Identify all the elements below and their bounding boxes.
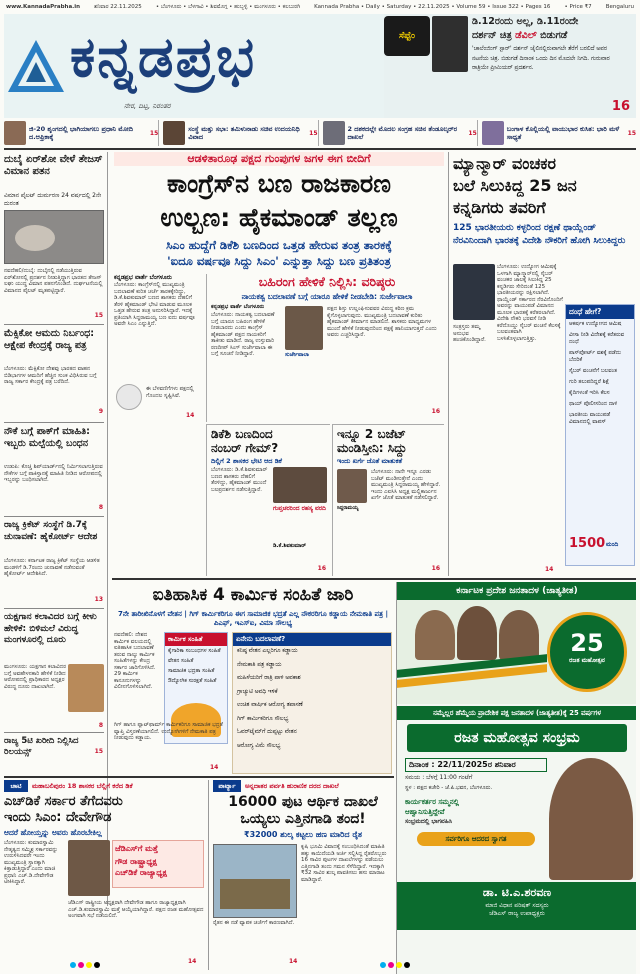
- top-strip: [6, 2, 634, 12]
- teaser-photo: [482, 121, 504, 145]
- color-registration-marks: [70, 962, 100, 968]
- left-story-4-head[interactable]: ರಾಜ್ಯ ಕ್ರಿಕೆಟ್ ಸಂಸ್ಥೆಗೆ ಡಿ.7ಕ್ಕೆ ಚುನಾವಣೆ: ಹೈಕೋರ್ಟ್ ಆದೇಶ: [4, 520, 98, 542]
- dks-head-1[interactable]: ಡಿಕೆಶಿ ಬಣದಿಂದ: [211, 427, 273, 441]
- how-racket-box: [565, 304, 635, 566]
- site-url[interactable]: www.KannadaPrabha.in: [6, 4, 81, 10]
- teaser-page: 15: [149, 129, 159, 137]
- divider: [4, 516, 104, 517]
- lead-deck-1: ಸಿಎಂ ಹುದ್ದೆಗೆ ಡಿಕೆಶಿ ಬಣದಿಂದ ಒತ್ತಡ ಹೇರುವ ತಂತ್ರ ತಾರಕಕ್ಕೆ: [166, 238, 392, 252]
- sub-lead-body: ಬೆಂಗಳೂರು: ನಾಯಕತ್ವ ಬದಲಾವಣೆ ಬಗ್ಗೆ ಯಾರೂ ಬಹಿರಂಗ ಹೇಳಿಕೆ ನೀಡಬಾರದು ಎಂದು ಕಾಂಗ್ರೆಸ್ ಹೈಕಮಾಂಡ್ ಪಕ್ಷದ ನಾಯಕರಿಗೆ ತಾಕೀತು ಮಾಡಿದೆ. ರಾಜ್ಯ ಉಸ್ತುವಾರಿ ರಣದೀಪ್ ಸಿಂಗ್ ಸುರ್ಜೇವಾಲಾ ಈ ಬಗ್ಗೆ ಸೂಚನೆ ನೀಡಿದ್ದಾರೆ.: [211, 312, 275, 357]
- left-story-3-body: ಉಡುಪಿ: ಕೊಚ್ಚಿ ಶಿಪ್‌ಯಾರ್ಡ್‌ನಲ್ಲಿ ನಿರ್ಮಿಸಲಾಗುತ್ತಿರುವ ನೌಕೆಗಳ ಬಗ್ಗೆ ಪಾಕಿಸ್ತಾನಕ್ಕೆ ಮಾಹಿತಿ ನೀಡಿದ ಆರೋಪದಲ್ಲಿ ಇಬ್ಬರನ್ನು ಬಂಧಿಸಲಾಗಿದೆ.: [4, 464, 103, 483]
- budget-head-2[interactable]: ಮಂಡಿಸ್ತೀನಿ: ಸಿದ್ದು: [337, 441, 407, 455]
- deve-gowda-deck: ಆದರೆ ಹೋಯ್ತನ್ನು ಅವರು ಹೊರಬೇಕಿಲ್ಲ: [4, 828, 102, 837]
- how-racket-item: ಭಾರತೀಯ ವಾಯುಪಡೆ ವಿಮಾನದಲ್ಲಿ ವಾಪಸ್: [569, 412, 611, 425]
- labour-change-item: ಗಿಗ್ ಕಾರ್ಮಿಕರಿಗೂ ಸೌಲಭ್ಯ: [237, 715, 289, 722]
- left-story-2-page: 9: [98, 408, 103, 415]
- teaser-text: 2 ದಶಕದಲ್ಲೇ ಮೊದಲ ಸಂಗ್ರಹ ಸಚಿನ ತೆಂಡೂಲ್ಕರ್‌ರ ದಾಖಲೆ: [347, 125, 458, 141]
- lead-byline: ಕನ್ನಡಪ್ರಭ ವಾರ್ತೆ ಬೆಂಗಳೂರು: [114, 274, 172, 281]
- sharavana-photo: [549, 758, 633, 880]
- labour-change-item: ಆರೋಗ್ಯ ವಿಮೆ ಸೌಲಭ್ಯ: [237, 742, 281, 749]
- kannadaprabha-logo-icon: [6, 38, 66, 94]
- smoke-cloud-icon: [15, 225, 55, 251]
- how-racket-item: ಗುರಿ ತಲುಪದಿದ್ದರೆ ಶಿಕ್ಷೆ: [569, 379, 610, 385]
- left-story-2-head[interactable]: ಮೆಕ್ಸಿಕೋ ಆಮದು ನಿರ್ಬಂಧ: ಆಕ್ಷೇಪ ಕೇಂದ್ರಕ್ಕೆ ರಾಜ್ಯ ಪತ್ರ: [4, 328, 95, 351]
- teaser-photo: [163, 121, 185, 145]
- count-label: ಮಂದಿ: [606, 541, 619, 548]
- farmer-head-2[interactable]: ಒಯ್ಯಲು ಎತ್ತಿನಗಾಡಿ ತಂದ!: [240, 811, 366, 827]
- deve-gowda-photo: [68, 840, 110, 896]
- masthead-title: ಕನ್ನಡಪ್ರಭ: [70, 25, 257, 90]
- leader-photo: [457, 606, 497, 660]
- myanmar-head-2[interactable]: ಬಲೆ ಸಿಲುಕಿದ್ದ 25 ಜನ: [453, 176, 577, 195]
- labour-body: ನವದೆಹಲಿ: ದೇಶದ ಕಾರ್ಮಿಕ ವಲಯದಲ್ಲಿ ಐತಿಹಾಸಿಕ ಬದಲಾವಣೆ ತರುವ ನಾಲ್ಕು ಕಾರ್ಮಿಕ ಸಂಹಿತೆಗಳನ್ನು ಕೇಂದ್ರ ಸರ್ಕಾರ ಜಾರಿಗೊಳಿಸಿದೆ. 29 ಕಾರ್ಮಿಕ ಕಾನೂನುಗಳನ್ನು ವಿಲೀನಗೊಳಿಸಲಾಗಿದೆ.: [114, 632, 156, 690]
- farmer-kicker: ಅನ್ನದಾತರ ಪರ್ವತಿ ಹುರಾಣಿಕ ದರದ ದಾಖಲೆ: [245, 782, 339, 790]
- jds-role-2: ಜೆಡಿಎಸ್ ರಾಜ್ಯ ಉಪಾಧ್ಯಕ್ಷರು: [489, 910, 545, 917]
- promo-line2: ದರ್ಶನ್ ಚಿತ್ರ ಡೆವಿಲ್ ಬಿಡುಗಡೆ: [472, 30, 568, 41]
- divider: [4, 148, 636, 150]
- budget-page: 16: [431, 565, 440, 572]
- deve-gowda-head-1[interactable]: ಎಚ್‌ಡಿಕೆ ಸರ್ಕಾರ ತೆಗೆದವರು: [4, 794, 123, 809]
- teaser-page: 15: [309, 129, 318, 137]
- left-story-6-head[interactable]: ರಾಜ್ಯ 5ಟಿ ಖರೀದಿ ನಿಲ್ಲಿಸಿದ ರಿಲಯನ್ಸ್: [4, 736, 79, 757]
- labour-code-item: ಔದ್ಯೋಗಿಕ ಸುರಕ್ಷತೆ ಸಂಹಿತೆ: [168, 678, 217, 684]
- lead-deck-2: 'ಐದೂ ವರ್ಷವೂ ಸಿದ್ದು ಸಿಎಂ' ಎನ್ನುತ್ತಾ ಸಿದ್ದು ಬಣ ಪ್ರತಿತಂತ್ರ: [167, 254, 391, 268]
- deve-gowda-body-2: ಜೆಡಿಎಸ್ ರಾಷ್ಟ್ರೀಯ ಅಧ್ಯಕ್ಷರಾಗಿ ದೇವೇಗೌಡ ಹಾಗೂ ರಾಜ್ಯಾಧ್ಯಕ್ಷರಾಗಿ ಎಚ್.ಡಿ.ಕುಮಾರಸ್ವಾಮಿ ಮತ್ತೆ ಆಯ್ಕೆಯಾಗಿದ್ದಾರೆ. ಪಕ್ಷದ ರಜತ ಮಹೋತ್ಸವದ ಅಂಗವಾಗಿ ಸಭೆ ನಡೆಯಲಿದೆ.: [68, 900, 204, 919]
- labour-change-item: ಮಹಿಳೆಯರಿಗೆ ರಾತ್ರಿ ಪಾಳಿ ಅವಕಾಶ: [237, 675, 301, 681]
- how-racket-item: ಸೈಬರ್ ವಂಚನೆಗೆ ಬಲವಂತ: [569, 368, 617, 374]
- lead-headline-1[interactable]: ಕಾಂಗ್ರೆಸ್‌ನ ಬಣ ರಾಜಕಾರಣ: [167, 169, 391, 198]
- teaser-text: ಸಂಸ್ಥೆ ಮತ್ತು ಸಭಾ: ತಮಿಳುನಾಡು ಸಚಿವ ಉದಯನಿಧಿ ವಿವಾದ: [188, 125, 300, 141]
- divider: [4, 324, 104, 325]
- jds-leadership-box: [112, 840, 204, 888]
- lead-body-cont: ಈ ಬೆಳವಣಿಗೆಗಳು ಪಕ್ಷದಲ್ಲಿ ಗೊಂದಲ ಸೃಷ್ಟಿಸಿವೆ.: [146, 386, 194, 399]
- promo-photo: [432, 16, 468, 72]
- lead-body: ಬೆಂಗಳೂರು: ಕಾಂಗ್ರೆಸ್‌ನಲ್ಲಿ ಮುಖ್ಯಮಂತ್ರಿ ಬದಲಾವಣೆ ಕುರಿತ ಚರ್ಚೆ ತಾರಕಕ್ಕೇರಿದ್ದು, ಡಿ.ಕೆ.ಶಿವಕುಮಾರ್ ಬಣದ ಶಾಸಕರು ದೆಹಲಿಗೆ ತೆರಳಿ ಹೈಕಮಾಂಡ್ ಭೇಟಿ ಮಾಡುವ ಮೂಲಕ ಒತ್ತಡ ಹೇರುವ ತಂತ್ರ ಅನುಸರಿಸಿದ್ದಾರೆ. ಇದಕ್ಕೆ ಪ್ರತಿಯಾಗಿ ಸಿದ್ದರಾಮಯ್ಯ ಬಣ ಐದು ವರ್ಷವೂ ಅವರೇ ಸಿಎಂ ಎನ್ನುತ್ತಿದೆ.: [114, 282, 195, 327]
- labour-deck: 7ನೇ ತಾರೀಖಿನೊಳಗೆ ವೇತನ | ಗಿಗ್ ಕಾರ್ಮಿಕರಿಗೂ ಈಗ ಸಾಮಾಜಿಕ ಭದ್ರತೆ ಎಲ್ಲ ನೌಕರರಿಗೂ ಕಡ್ಡಾಯ ನೇಮಕಾತಿ ಪತ್ರ | ಪಿಎಫ್, ಇಎಸ್ಐ, ವಿಮಾ ಸೌಲಭ್ಯ: [118, 610, 388, 627]
- farmer-head-1[interactable]: 16000 ಪುಟ ಆರ್ಥಿಕ ದಾಖಲೆ: [228, 794, 378, 810]
- jds-invite-1: ಕಾರ್ಯಕರ್ತರ ಸಮ್ಮನಲ್ಲಿ: [405, 798, 459, 806]
- labour-change-item: ಉಚಿತ ವಾರ್ಷಿಕ ಆರೋಗ್ಯ ತಪಾಸಣೆ: [237, 702, 303, 708]
- lead-headline-2[interactable]: ಉಲ್ಬಣ: ಹೈಕಮಾಂಡ್ ತಲ್ಲಣ: [160, 203, 398, 232]
- silver-jubilee-emblem: [547, 612, 627, 692]
- promo-box[interactable]: [384, 14, 636, 118]
- divider: [4, 422, 104, 423]
- masthead: [4, 14, 636, 118]
- promo-line1: ಡಿ.12ರಂದು ಅಲ್ಲ, ಡಿ.11ರಂದೇ: [472, 16, 579, 27]
- labour-code-item: ಕೈಗಾರಿಕಾ ಸಂಬಂಧಗಳ ಸಂಹಿತೆ: [168, 648, 221, 654]
- lead-page: 14: [186, 412, 195, 419]
- labour-change-item: ನೇಮಕಾತಿ ಪತ್ರ ಕಡ್ಡಾಯ: [237, 661, 282, 668]
- farmer-deck: ₹32000 ಶುಲ್ಕ ಕಟ್ಟಲು ಹಣ ಮಾರಿದ ರೈತ: [244, 830, 362, 839]
- how-racket-item: ಆಕರ್ಷಕ ಉದ್ಯೋಗದ ಆಮಿಷ: [569, 321, 622, 327]
- myanmar-body-2: ಸಂತ್ರಸ್ತರು ತಮ್ಮ ಅನುಭವ ಹಂಚಿಕೊಂಡಿದ್ದಾರೆ.: [453, 324, 486, 343]
- jds-venue: ಸ್ಥಳ : ಪಕ್ಷದ ಕಚೇರಿ - ಜೆ.ಪಿ.ಭವನ, ಬೆಂಗಳೂರು.: [405, 785, 493, 791]
- jds-advertisement[interactable]: [396, 582, 636, 974]
- how-racket-title: ದಂಧೆ ಹೇಗೆ?: [566, 305, 634, 319]
- jds-side-1: ಜೆಡಿಎಸ್‌ಗೆ ಮತ್ತೆ: [115, 844, 158, 853]
- jds-name-band: [397, 882, 636, 930]
- farmer-page: 14: [289, 958, 298, 965]
- teaser-item[interactable]: [482, 120, 636, 146]
- left-story-5-head[interactable]: ಯಕ್ಷಗಾನ ಕಲಾವಿದರ ಬಗ್ಗೆ ಕೀಳು ಹೇಳಿಕೆ: ಬಿಳಿಮಲೆ ವಿರುದ್ಧ ಮಂಗಳೂರಲ್ಲಿ ದೂರು: [4, 612, 97, 645]
- teaser-photo: [4, 121, 26, 145]
- jds-welcome-button[interactable]: ಸರ್ವರಿಗೂ ಆದರದ ಸ್ವಾಗತ: [417, 832, 535, 846]
- siddaramaiah-photo: [337, 469, 367, 503]
- masthead-tagline: ನೇರ, ದಿಟ್ಟ, ನಿರಂತರ: [124, 102, 171, 110]
- jds-invite-2: ಆಹ್ವಾನಿಸುತ್ತಿದ್ದೇವೆ: [405, 808, 445, 816]
- jds-side-2: ಗೌಡ ರಾಷ್ಟ್ರಾಧ್ಯಕ್ಷ: [115, 857, 157, 866]
- jds-side-3: ಎಚ್‌ಡಿಕೆ ರಾಜ್ಯಾಧ್ಯಕ್ಷ: [115, 868, 167, 877]
- story-label: ಚಾಟಿ: [4, 780, 28, 792]
- labour-head[interactable]: ಐತಿಹಾಸಿಕ 4 ಕಾರ್ಮಿಕ ಸಂಹಿತೆ ಜಾರಿ: [152, 585, 354, 605]
- hacker-photo: [453, 264, 495, 320]
- divider: [112, 578, 636, 580]
- sub-lead-story: [206, 274, 444, 422]
- teaser-text: ಜಿ-20 ಶೃಂಗದಲ್ಲಿ ಭಾಗಿಯಾಗಲು ಪ್ರಧಾನಿ ಮೋದಿ ದ.ಆಫ್ರಿಕಾಕ್ಕೆ: [29, 125, 133, 141]
- teaser-item[interactable]: [4, 120, 159, 146]
- labour-codes-title: ಕಾರ್ಮಿಕ ಸಂಹಿತೆ: [165, 633, 227, 646]
- myanmar-head-3[interactable]: ಕನ್ನಡಿಗರು ತವರಿಗೆ: [453, 198, 546, 217]
- dks-head-2[interactable]: ನಂಬರ್ ಗೇಮ್?: [211, 441, 279, 455]
- budget-body: ಬೆಂಗಳೂರು: ನಾನೇ ಇನ್ನೂ ಎರಡು ಬಜೆಟ್ ಮಂಡಿಸುತ್ತೇನೆ ಎಂದು ಮುಖ್ಯಮಂತ್ರಿ ಸಿದ್ದರಾಮಯ್ಯ ಹೇಳಿದ್ದಾರೆ. ಇಂದು ಎಐಸಿಸಿ ಅಧ್ಯಕ್ಷ ಮಲ್ಲಿಕಾರ್ಜುನ ಖರ್ಗೆ ಜೊತೆ ಮಾತುಕತೆ ನಡೆಸಲಿದ್ದಾರೆ.: [371, 469, 441, 501]
- color-registration-marks: [380, 962, 410, 968]
- deve-gowda-head-2[interactable]: ಇಂದು ಸಿಎಂ: ದೇವೇಗೌಡ: [4, 810, 112, 825]
- teaser-item[interactable]: [163, 120, 318, 146]
- myanmar-page: 14: [545, 566, 554, 573]
- left-story-5-page: 8: [98, 722, 103, 729]
- labour-code-item: ವೇತನ ಸಂಹಿತೆ: [168, 658, 194, 664]
- budget-head-1[interactable]: ಇನ್ನೂ 2 ಬಜೆಟ್: [337, 427, 406, 441]
- budget-deck: ಇಂದು ಖರ್ಗೆ ಜೊತೆ ಮಾತುಕತೆ: [337, 457, 403, 465]
- edition-cities: • ಬೆಂಗಳೂರು • ಬೆಳಗಾವಿ • ಶಿವಮೊಗ್ಗ • ಹುಬ್ಬಳ್ಳಿ • ಮಂಗಳೂರು • ಕಲಬುರಗಿ: [155, 3, 301, 10]
- story-label: ಪಾರ್ಟ್ಯಾ: [213, 780, 241, 792]
- labour-body-2: ಗಿಗ್ ಹಾಗೂ ಪ್ಲಾಟ್‌ಫಾರ್ಮ್ ಕಾರ್ಮಿಕರಿಗೂ ಸಾಮಾಜಿಕ ಭದ್ರತೆ ವ್ಯಾಪ್ತಿ ವಿಸ್ತರಣೆಯಾಗಲಿದೆ. ಉದ್ಯೋಗಿಗಳಿಗೆ ನೇಮಕಾತಿ ಪತ್ರ ನೀಡುವುದು ಕಡ್ಡಾಯ.: [114, 722, 223, 741]
- how-racket-item: ಕೈದಿಗಳಂತೆ ಇರಿಸಿ ಕೆಲಸ: [569, 390, 610, 396]
- labour-change-item: ಓವರ್‌ಟೈಮ್‌ಗೆ ದುಪ್ಪಟ್ಟು ವೇತನ: [237, 729, 297, 735]
- price: • Price ₹7: [564, 4, 592, 10]
- sub-lead-page: 16: [431, 408, 440, 415]
- jds-invite-3: ಸಂಭ್ರಮದಲ್ಲಿ ಭಾಗವಹಿಸಿ: [405, 818, 453, 825]
- teaser-photo: [323, 121, 345, 145]
- teaser-page: 15: [468, 129, 477, 137]
- congress-hand-icon: [116, 384, 142, 410]
- dks-body: ಬೆಂಗಳೂರು: ಡಿ.ಕೆ.ಶಿವಕುಮಾರ್ ಬಣದ ಶಾಸಕರು ದೆಹಲಿಗೆ ತೆರಳಿದ್ದು, ಹೈಕಮಾಂಡ್ ಮುಂದೆ ಬಲಪ್ರದರ್ಶನ ನಡೆಸುತ್ತಿದ್ದಾರೆ.: [211, 467, 268, 493]
- teaser-text: ಬಂಗಾಳ ಕೊಲ್ಲಿಯಲ್ಲಿ ವಾಯುಭಾರ ಕುಸಿತ: ಭಾರಿ ಮಳೆ ಸಾಧ್ಯತೆ: [506, 125, 620, 141]
- jds-ad-top: ಕರ್ನಾಟಕ ಪ್ರದೇಶ ಜನತಾದಳ (ಜಾತ್ಯತೀತ): [397, 582, 636, 600]
- jds-role-1: ಮಾಜಿ ವಿಧಾನ ಪರಿಷತ್ ಸದಸ್ಯರು: [485, 902, 549, 909]
- sub-lead-body-2: ಪಕ್ಷದ ಶಿಸ್ತು ಉಲ್ಲಂಘಿಸುವವರ ವಿರುದ್ಧ ಕಠಿಣ ಕ್ರಮ ಕೈಗೊಳ್ಳಲಾಗುವುದು. ಮುಖ್ಯಮಂತ್ರಿ ಬದಲಾವಣೆ ಕುರಿತು ಹೈಕಮಾಂಡ್ ತೀರ್ಮಾನ ಮಾಡಲಿದೆ. ಶಾಸಕರು ಮಾಧ್ಯಮಗಳ ಮುಂದೆ ಹೇಳಿಕೆ ನೀಡುವುದರಿಂದ ಪಕ್ಷಕ್ಕೆ ಹಾನಿಯಾಗುತ್ತದೆ ಎಂದು ಅವರು ಎಚ್ಚರಿಸಿದ್ದಾರೆ.: [327, 306, 437, 338]
- issue-meta: Kannada Prabha • Daily • Saturday • 22.11.2025 • Volume 59 • Issue 322 • Pages 16: [314, 4, 551, 10]
- emblem-text: ರಜತ ಮಹೋತ್ಸವ: [569, 657, 605, 664]
- deve-gowda-page: 14: [188, 958, 197, 965]
- left-story-2-body: ಬೆಂಗಳೂರು: ಮೆಕ್ಸಿಕೋ ದೇಶವು ಭಾರತದ ವಾಹನ ಬಿಡಿಭಾಗಗಳ ಆಮದಿಗೆ ಹೆಚ್ಚಿನ ಸುಂಕ ವಿಧಿಸಿರುವ ಬಗ್ಗೆ ರಾಜ್ಯ ಸರ್ಕಾರ ಕೇಂದ್ರಕ್ಕೆ ಪತ್ರ ಬರೆದಿದೆ.: [4, 366, 97, 385]
- how-racket-item: ವೀಸಾ ನೀಡಿ ವಿದೇಶಕ್ಕೆ ಕರೆತರುವ ದಂಧೆ: [569, 332, 625, 345]
- left-story-3-page: 8: [98, 504, 103, 511]
- sub-lead-deck: ನಾಯಕತ್ವ ಬದಲಾವಣೆ ಬಗ್ಗೆ ಯಾರೂ ಹೇಳಿಕೆ ನೀಡಬೇಡಿ: ಸುರ್ಜೇವಾಲಾ: [241, 292, 413, 301]
- deve-gowda-body: ಬೆಂಗಳೂರು: ಕುಮಾರಸ್ವಾಮಿ ನೇತೃತ್ವದ ಸಮ್ಮಿಶ್ರ ಸರ್ಕಾರವನ್ನು ಉರುಳಿಸಿದವರೇ ಇಂದು ಮುಖ್ಯಮಂತ್ರಿ ಸ್ಥಾನಕ್ಕಾಗಿ ಕಿತ್ತಾಡುತ್ತಿದ್ದಾರೆ ಎಂದು ಮಾಜಿ ಪ್ರಧಾನಿ ಎಚ್.ಡಿ.ದೇವೇಗೌಡ ಟೀಕಿಸಿದ್ದಾರೆ.: [4, 840, 58, 885]
- farmer-story: [208, 780, 394, 970]
- divider: [4, 732, 104, 733]
- sub-lead-quote-name: ಸುರ್ಜೇವಾಲಾ: [285, 352, 309, 358]
- sub-lead-head[interactable]: ಬಹಿರಂಗ ಹೇಳಿಕೆ ನಿಲ್ಲಿಸಿ: ವರಿಷ್ಠರು: [258, 274, 396, 289]
- bullock-cart-photo: [213, 844, 297, 918]
- teaser-page: 15: [627, 129, 636, 137]
- teaser-item[interactable]: [323, 120, 478, 146]
- labour-changes-title: ಏನೇನು ಬದಲಾವಣೆ?: [233, 633, 391, 646]
- left-story-5-body: ಮಂಗಳೂರು: ಯಕ್ಷಗಾನ ಕಲಾವಿದರ ಬಗ್ಗೆ ಅವಹೇಳನಕಾರಿ ಹೇಳಿಕೆ ನೀಡಿದ ಆರೋಪದಲ್ಲಿ ಪ್ರಾಧಿಕಾರದ ಅಧ್ಯಕ್ಷರ ವಿರುದ್ಧ ದೂರು ದಾಖಲಾಗಿದೆ.: [4, 664, 66, 690]
- jds-name: ಡಾ. ಟಿ.ಎ.ಶರವಣ: [482, 886, 552, 899]
- surjewala-photo: [285, 306, 323, 350]
- deve-gowda-story: [4, 780, 204, 970]
- left-story-1-page: 15: [94, 312, 103, 319]
- leader-photo: [415, 610, 455, 660]
- farmer-body-2: ರೈತನ ಈ ನಡೆ ವ್ಯಾಪಕ ಚರ್ಚೆಗೆ ಕಾರಣವಾಗಿದೆ.: [213, 920, 295, 926]
- sub-lead-byline: ಕನ್ನಡಪ್ರಭ ವಾರ್ತೆ ಬೆಂಗಳೂರು: [211, 304, 265, 310]
- dks-story: [206, 424, 330, 576]
- labour-change-item: ಗ್ರಾಚ್ಯುಟಿ ಅವಧಿ ಇಳಿಕೆ: [237, 688, 278, 695]
- divider: [4, 608, 104, 609]
- yakshagana-photo: [68, 664, 104, 712]
- jds-strip: ನಮ್ಮೆಲ್ಲರ ಹೆಮ್ಮೆಯ ಪ್ರಾದೇಶಿಕ ಪಕ್ಷ ಜನತಾದಳ (ಜಾತ್ಯತೀತ)ಕ್ಕೆ 25 ವರ್ಷಗಳ: [397, 706, 636, 720]
- deve-gowda-kicker: ಮಹಾಬಲಿಪುರಂ 18 ಶಾಸಕರ ಬೆಲ್ಲಿಗೆ ಕರೆದ ಡಿಕೆ: [32, 782, 133, 790]
- cart-icon: [220, 879, 290, 909]
- myanmar-head-1[interactable]: ಮ್ಯಾನ್ಮಾರ್ ವಂಚಕರ: [453, 154, 556, 173]
- edition-city: Bengaluru: [605, 4, 634, 10]
- count-number: 1500: [569, 536, 606, 551]
- how-racket-item: ಥಾಯ್ ಪೊಲೀಸರಿಂದ ದಾಳಿ: [569, 401, 618, 407]
- myanmar-body: ಬೆಂಗಳೂರು: ಉದ್ಯೋಗ ಆಮಿಷಕ್ಕೆ ಒಳಗಾಗಿ ಮ್ಯಾನ್ಮಾರ್‌ನಲ್ಲಿ ಸೈಬರ್ ವಂಚಕರ ಜಾಲಕ್ಕೆ ಸಿಲುಕಿದ್ದ 25 ಕನ್ನಡಿಗರು ಸೇರಿದಂತೆ 125 ಭಾರತೀಯರನ್ನು ರಕ್ಷಿಸಲಾಗಿದೆ. ಥಾಯ್ಲೆಂಡ್ ಸರ್ಕಾರದ ನೆರವಿನೊಂದಿಗೆ ಅವರನ್ನು ವಾಯುಪಡೆ ವಿಮಾನದ ಮೂಲಕ ಭಾರತಕ್ಕೆ ಕರೆತರಲಾಗಿದೆ. ವಿದೇಶಿ ನೌಕರಿ ಭರವಸೆ ನೀಡಿ ಕರೆದೊಯ್ದು ಸೈಬರ್ ವಂಚನೆ ಕೆಲಸಕ್ಕೆ ಬಲವಂತವಾಗಿ ಬಳಸಿಕೊಳ್ಳಲಾಗುತ್ತಿತ್ತು.: [497, 264, 563, 342]
- promo-body: 'ಚಾಲೆಂಜಿಂಗ್ ಸ್ಟಾರ್' ದರ್ಶನ್ ಜೈಲಿನಲ್ಲಿರುವಾಗಲೇ ತೆರೆಗೆ ಬರಲಿದೆ ಅವರ ನಟನೆಯ ಚಿತ್ರ. ಬಿಡುಗಡೆ ದಿನಾಂಕ ಒಂದು ದಿನ ಮೊದಲೇ ನಿಗದಿ. ಗುರುವಾರ ರಾತ್ರಿಯೇ ಪ್ರೀಮಿಯರ್ ಪ್ರದರ್ಶನ.: [472, 46, 610, 71]
- teaser-row: [4, 120, 636, 146]
- labour-code-item: ಸಾಮಾಜಿಕ ಭದ್ರತಾ ಸಂಹಿತೆ: [168, 668, 215, 674]
- left-story-4-page: 13: [94, 596, 103, 603]
- jds-date: ದಿನಾಂಕ : 22/11/2025ರ ಶನಿವಾರ: [405, 758, 547, 772]
- dks-photo: [273, 467, 327, 503]
- lead-kicker: ಆಡಳಿತಾರೂಢ ಪಕ್ಷದ ಗುಂಪುಗಳ ಜಗಳ ಈಗ ಬೀದಿಗೆ: [114, 152, 444, 166]
- jds-time: ಸಮಯ : ಬೆಳಗ್ಗೆ 11:00 ಗಂಟೆಗೆ: [405, 774, 473, 781]
- divider: [4, 776, 394, 778]
- myanmar-deck: 125 ಭಾರತೀಯರು ಕಳ್ಳರಿಂದ ರಕ್ಷಣೆ ಥಾಯ್ಲೆಂಡ್ ನೆರವಿನಿಂದಾಗಿ ಭಾರತಕ್ಕೆ ವಿದೇಶಿ ನೌಕರಿಗೆ ಹೋಗಿ ಸಿಲುಕಿದ್ದರು: [453, 223, 626, 246]
- crash-photo: [4, 210, 104, 264]
- myanmar-story: [448, 152, 636, 576]
- farmer-body: ಕೃಷಿ ಭೂಮಿ ವಿವಾದಕ್ಕೆ ಸಂಬಂಧಿಸಿದಂತೆ ಮಾಹಿತಿ ಹಕ್ಕು ಕಾಯಿದೆಯಡಿ ಅರ್ಜಿ ಸಲ್ಲಿಸಿದ್ದ ರೈತರೊಬ್ಬರು 16 ಸಾವಿರ ಪುಟಗಳ ದಾಖಲೆಗಳನ್ನು ಪಡೆಯಲು ಎತ್ತಿನಗಾಡಿ ತಂದು ಗಮನ ಸೆಳೆದಿದ್ದಾರೆ. ಇದಕ್ಕಾಗಿ ₹32 ಸಾವಿರ ಶುಲ್ಕ ಪಾವತಿಸಲು ಹಸು ಮಾರಾಟ ಮಾಡಿದ್ದಾರೆ.: [301, 844, 387, 883]
- promo-badge: ಸೆಪ್ಟೆಂ: [384, 16, 430, 56]
- jds-title: ರಜತ ಮಹೋತ್ಸವ ಸಂಭ್ರಮ: [407, 724, 627, 752]
- labour-change-item: ಕನಿಷ್ಠ ವೇತನ ಎಲ್ಲರಿಗೂ ಕಡ್ಡಾಯ: [237, 648, 298, 654]
- left-story-1-sub: ವಿಮಾನ ಪೈಲಟ್ ದುರ್ಮರಣ 24 ವರ್ಷದಲ್ಲಿ 2ನೇ ದುರಂತ: [4, 192, 102, 207]
- labour-changes-box: [232, 632, 392, 774]
- budget-name: ಸಿದ್ದರಾಮಯ್ಯ: [337, 505, 359, 511]
- left-story-1-head[interactable]: ದುಬೈ ಏರ್‌ಶೋ ವೇಳೆ ತೇಜಸ್ ವಿಮಾನ ಪತನ: [4, 154, 103, 177]
- emblem-number: 25: [570, 629, 604, 657]
- dks-side: ಗುಪ್ತಚರರಿಂದ ರಹಸ್ಯ ವರದಿ: [273, 505, 326, 512]
- how-racket-item: ಪಾಸ್‌ಪೋರ್ಟ್ ವಶಕ್ಕೆ ಪಡೆದು ಬೆದರಿಕೆ: [569, 350, 621, 363]
- jds-leaders-banner: [397, 600, 636, 704]
- dks-page: 16: [317, 565, 326, 572]
- left-story-1-body: ನವದೆಹಲಿ/ದುಬೈ: ದುಬೈನಲ್ಲಿ ನಡೆಯುತ್ತಿರುವ ಏರ್‌ಶೋನಲ್ಲಿ ಪ್ರದರ್ಶನ ನೀಡುತ್ತಿದ್ದಾಗ ಭಾರತದ ತೇಜಸ್ ಲಘು ಯುದ್ಧ ವಿಮಾನ ಪತನಗೊಂಡಿದೆ. ದುರ್ಘಟನೆಯಲ್ಲಿ ವಿಮಾನದ ಪೈಲಟ್ ಮೃತಪಟ್ಟಿದ್ದಾರೆ.: [4, 268, 103, 294]
- labour-page: 14: [210, 764, 219, 771]
- issue-date: ಶನಿವಾರ 22.11.2025: [94, 3, 142, 10]
- dks-deck: ದಿಲ್ಲಿಗೆ 2 ಶಾಸಕರ ಭೇಟಿ ಆದ ಡಿಕೆ: [211, 457, 282, 465]
- leader-photo: [499, 610, 539, 660]
- left-story-6-page: 15: [94, 748, 103, 755]
- left-story-3-head[interactable]: ನೌಕೆ ಬಗ್ಗೆ ಪಾಕ್‌ಗೆ ಮಾಹಿತಿ: ಇಬ್ಬರು ಮಲ್ಪೆಯಲ್ಲಿ ಬಂಧನ: [4, 426, 90, 449]
- left-story-4-body: ಬೆಂಗಳೂರು: ಕರ್ನಾಟಕ ರಾಜ್ಯ ಕ್ರಿಕೆಟ್ ಸಂಸ್ಥೆಯ ಆಡಳಿತ ಮಂಡಳಿಗೆ ಡಿ.7ರಂದು ಚುನಾವಣೆ ನಡೆಸುವಂತೆ ಹೈಕೋರ್ಟ್ ಆದೇಶಿಸಿದೆ.: [4, 558, 100, 577]
- dks-name: ಡಿ.ಕೆ.ಶಿವಕುಮಾರ್: [273, 543, 306, 549]
- promo-page: 16: [611, 99, 630, 114]
- budget-story: [332, 424, 444, 576]
